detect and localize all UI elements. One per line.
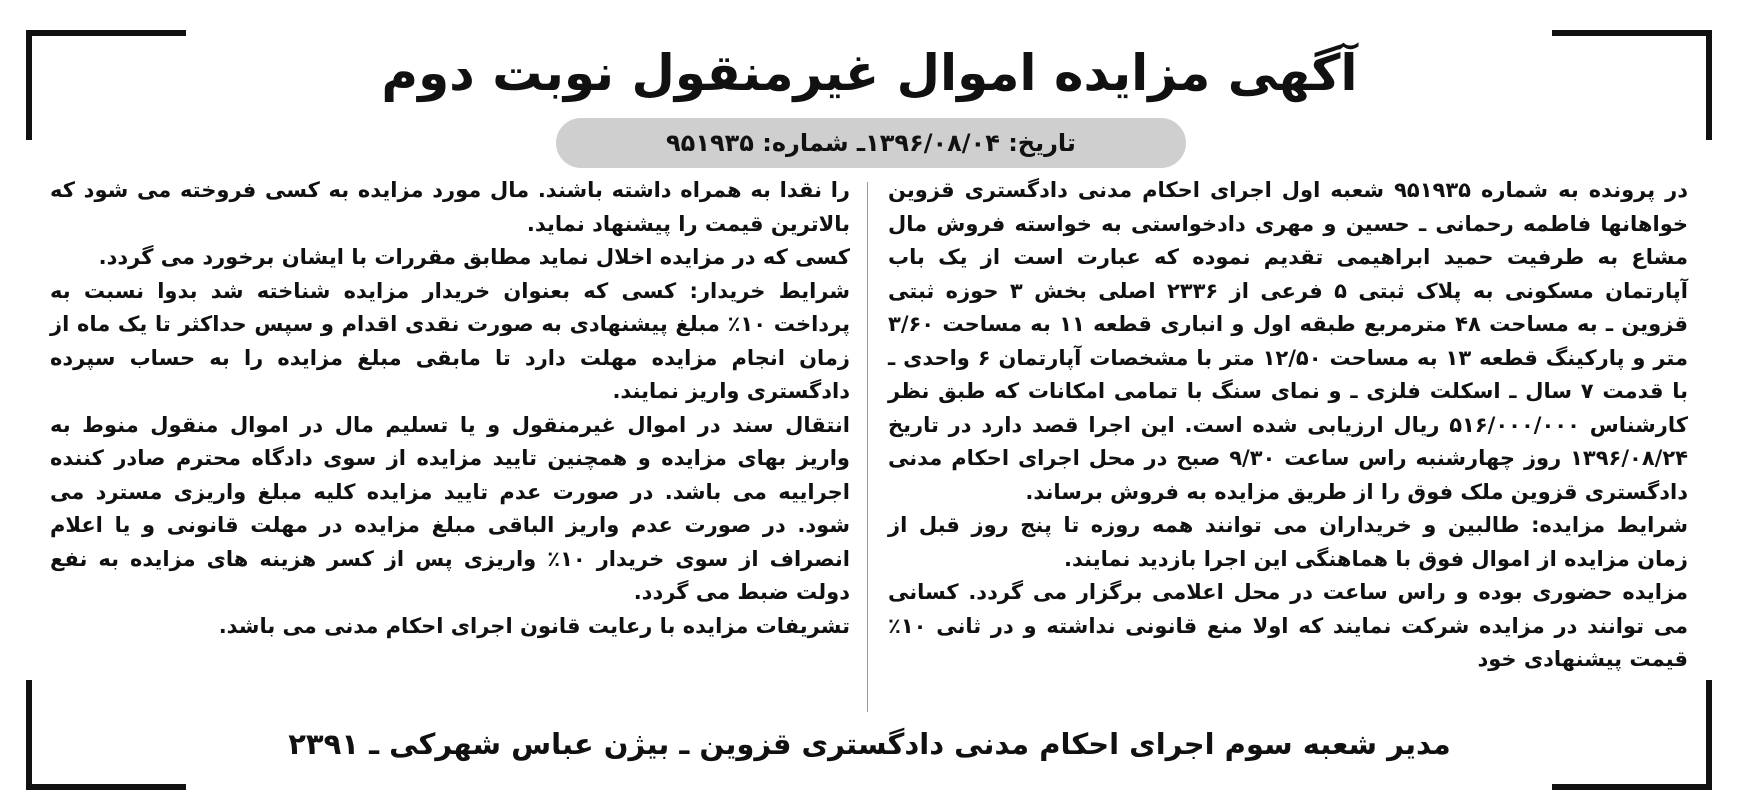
paragraph-attendance: مزایده حضوری بوده و راس ساعت در محل اعلامی برگزار می گردد. کسانی می توانند در مزایده شرکت نمایند که اولا منع قانونی نداشته و در ثانی ۱۰٪ قیمت پیشنهادی خود bbox=[888, 580, 1688, 671]
right-text-column bbox=[888, 174, 1688, 677]
frame-corner-top-right-horizontal bbox=[1552, 30, 1712, 36]
paragraph-title-transfer: انتقال سند در اموال غیرمنقول و یا تسلیم مال در اموال منقول منوط به واریز بهای مزایده و همچنین تایید مزایده از سوی دادگاه محترم صادر کننده اجراییه می باشد. در صورت عدم تایید مزایده کلیه مبلغ واریزی مسترد می شود. در صورت عدم واریز الباقی مبلغ مزایده در مهلت قانونی و یا اعلام انصراف از سوی خریدار ۱۰٪ واریزی پس از کسر هزینه های مزایده به نفع دولت ضبط می گردد. bbox=[50, 412, 851, 604]
notice-title: آگهی مزایده اموال غیرمنقول نوبت دوم bbox=[381, 44, 1358, 102]
left-text-column bbox=[50, 174, 850, 643]
frame-corner-top-left-horizontal bbox=[26, 30, 186, 36]
column-divider bbox=[867, 182, 868, 712]
signature-line: مدیر شعبه سوم اجرای احکام مدنی دادگستری قزوین ـ بیژن عباس شهرکی ـ ۲۳۹۱ bbox=[288, 727, 1451, 761]
paragraph-buyer-conditions: شرایط خریدار: کسی که بعنوان خریدار مزایده شناخته شد بدوا نسبت به پرداخت ۱۰٪ مبلغ پیشنهادی به صورت نقدی اقدام و سپس حداکثر تا یک ماه از زمان انجام مزایده مهلت دارد تا مابقی مبلغ مزایده را به حساب سپرده دادگستری واریز نمایند. bbox=[50, 278, 850, 403]
frame-corner-bottom-left-horizontal bbox=[26, 784, 186, 790]
date-number-badge: تاریخ: ۱۳۹۶/۰۸/۰۴ـ شماره: ۹۵۱۹۳۵ bbox=[556, 118, 1186, 168]
paragraph-formalities: تشریفات مزایده با رعایت قانون اجرای احکام مدنی می باشد. bbox=[218, 613, 850, 638]
paragraph-disruption: کسی که در مزایده اخلال نماید مطابق مقررات با ایشان برخورد می گردد. bbox=[98, 245, 850, 269]
paragraph-auction-conditions: شرایط مزایده: طالبین و خریداران می توانند همه روزه تا پنج روز قبل از زمان مزایده از اموال فوق با هماهنگی این اجرا بازدید نمایند. bbox=[888, 513, 1688, 571]
paragraph-case-description: در پرونده به شماره ۹۵۱۹۳۵ شعبه اول اجرای احکام مدنی دادگستری قزوین خواهانها فاطمه رحمانی ـ حسین و مهری دادخواستی به خواسته فروش مال مشاع به طرفیت حمید ابراهیمی تقدیم نموده که عبارت است از یک باب آپارتمان مسکونی به پلاک ثبتی ۵ فرعی از ۲۳۳۶ اصلی بخش ۳ حوزه ثبتی قزوین ـ به مساحت ۴۸ مترمربع طبقه اول و انباری قطعه ۱۱ به مساحت ۳/۶۰ متر و پارکینگ قطعه ۱۳ به مساحت ۱۲/۵۰ متر با مشخصات آپارتمان ۶ واحدی ـ با قدمت ۷ سال ـ اسکلت فلزی ـ و نمای سنگ با تمامی امکانات که طبق نظر کارشناس ۵۱۶/۰۰۰/۰۰۰ ریال ارزیابی شده است. این اجرا قصد دارد در تاریخ ۱۳۹۶/۰۸/۲۴ روز چهارشنبه راس ساعت ۹/۳۰ صبح در محل اجرای احکام مدنی دادگستری قزوین ملک فوق را از طریق مزایده به فروش برساند. bbox=[888, 178, 1688, 504]
paragraph-cash-requirement: را نقدا به همراه داشته باشند. مال مورد مزایده به کسی فروخته می شود که بالاترین قیمت را پیشنهاد نماید. bbox=[50, 178, 850, 236]
frame-corner-bottom-right-horizontal bbox=[1552, 784, 1712, 790]
